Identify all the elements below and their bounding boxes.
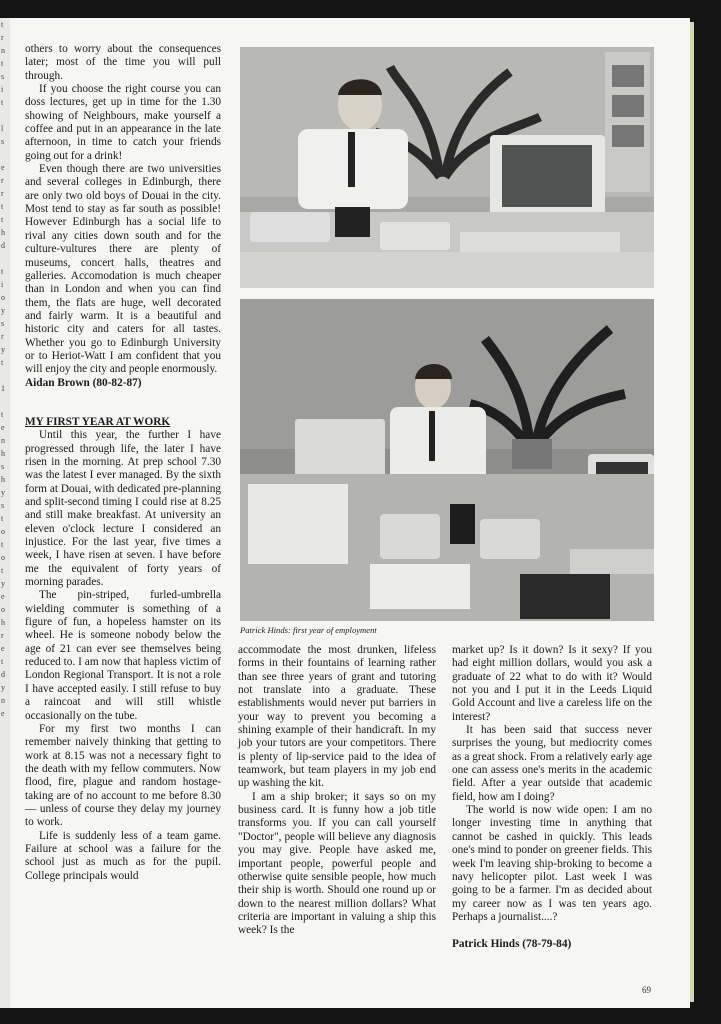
- strip-char: e: [1, 709, 5, 718]
- photo-on-phone-at-desk: [240, 47, 654, 288]
- strip-char: t: [1, 59, 4, 68]
- signature-patrick-hinds: Patrick Hinds (78-79-84): [452, 938, 572, 951]
- strip-char: t: [1, 98, 4, 107]
- column-3: [452, 644, 652, 952]
- photo-caption: Patrick Hinds: first year of employment: [240, 625, 377, 635]
- strip-char: h: [1, 475, 5, 484]
- strip-char: y: [1, 488, 5, 497]
- strip-char: e: [1, 644, 5, 653]
- article-heading: MY FIRST YEAR AT WORK: [25, 415, 171, 428]
- strip-char: [0, 252, 10, 265]
- strip-char: l: [1, 124, 4, 133]
- strip-char: h: [1, 449, 5, 458]
- strip-char: i: [1, 85, 4, 94]
- strip-char: s: [1, 137, 5, 146]
- strip-char: t: [1, 267, 4, 276]
- paragraph: Until this year, the further I have progressed through life, the later I have risen in the morning. At prep school 7.30 was the latest I ever managed. By the sixth form at Douai, with dedicated pre-planning and split-second timing I could rise at 8.25 and still make breakfast. At university an eleven o'clock lecture I considered an injustice. For the last year, five times a week, I have risen at seven. I have before me the equivalent of forty years of morning parades.: [25, 429, 221, 589]
- paragraph: The world is now wide open: I am no longer investing time in anything that cannot be cashed in quickly. This leads one's mind to ponder on greener fields. This week I'm leaving ship-broking to become a navy helicopter pilot. Last week I was going to be a farmer. I'm as decided about my career now as I was ten years ago. Perhaps a journalist....?: [452, 804, 652, 923]
- strip-char: d: [1, 241, 5, 250]
- strip-char: t: [1, 540, 4, 549]
- strip-char: r: [1, 33, 4, 42]
- strip-char: t: [1, 202, 4, 211]
- strip-char: r: [1, 176, 4, 185]
- column-1: [25, 43, 221, 883]
- photo-2-image: [240, 299, 654, 621]
- strip-char: s: [1, 462, 5, 471]
- strip-char: [0, 395, 10, 408]
- paragraph: For my first two months I can remember naively thinking that getting to work at 8.15 was not a necessary fight to the death with my fellow commuters. Now flood, fire, plague and random hostage-taking are of no account to me before 8.30 — unless of course they delay my journey to work.: [25, 722, 221, 829]
- adjacent-page-strip: [0, 18, 10, 1008]
- signature-aidan-brown: Aidan Brown (80-82-87): [25, 376, 142, 389]
- strip-char: e: [1, 423, 5, 432]
- paragraph: The pin-striped, furled-umbrella wielding commuter is something of a figure of fun, a hopeless hamster on its wheel. He is someone nobody below the age of 21 can ever see themselves being reduced to. I am now that hapless victim of London Regional Transport. It is not a role I have accepted easily. I still refuse to buy a raincoat and will still whistle occasionally on the tube.: [25, 589, 221, 722]
- strip-char: n: [1, 436, 5, 445]
- strip-char: e: [1, 592, 5, 601]
- strip-char: t: [1, 566, 4, 575]
- strip-char: 1: [1, 384, 5, 393]
- paragraph: Even though there are two universities and several colleges in Edinburgh, there are only two old boys of Douai in the city. Most tend to stay as far south as possible! However Edinburgh has a social life to rival any cities down south and for the culture-vultures there are plenty of museums, concert halls, theatres and galleries. Accomodation is much cheaper than in London and when you can find them, the flats are huge, well decorated and fairly warm. It is a beautiful and historic city and caters for all tastes. Whether you go to Edinburgh University or to Heriot-Watt I am confident that you will enjoy the city and people enormously.: [25, 163, 221, 376]
- photo-seated-at-desk: [240, 299, 654, 621]
- strip-char: y: [1, 579, 5, 588]
- strip-char: n: [1, 696, 5, 705]
- paragraph: others to worry about the consequences later; most of the time you will pull through.: [25, 43, 221, 82]
- strip-char: o: [1, 553, 5, 562]
- strip-char: o: [1, 605, 5, 614]
- strip-char: h: [1, 618, 5, 627]
- strip-char: t: [1, 514, 4, 523]
- strip-char: s: [1, 319, 5, 328]
- strip-char: t: [1, 358, 4, 367]
- strip-char: t: [1, 215, 4, 224]
- strip-char: r: [1, 189, 4, 198]
- strip-char: y: [1, 683, 5, 692]
- strip-char: e: [1, 163, 5, 172]
- strip-char: s: [1, 72, 5, 81]
- paragraph: market up? Is it down? Is it sexy? If you had eight million dollars, would you ask a graduate of 22 what to do with it? Would not you and I put it in the Leeds Liquid Gold Account and live a careless life on the interest?: [452, 644, 652, 723]
- paragraph: If you choose the right course you can doss lectures, get up in time for the 1.30 showing of Neighbours, make yourself a coffee and put in an appearance in the late afternoon, in time to catch your friends going out for a drink!: [25, 83, 221, 162]
- strip-char: h: [1, 228, 5, 237]
- strip-char: s: [1, 501, 5, 510]
- paragraph: accommodate the most drunken, lifeless forms in their fountains of learning rather than see three years of grant and tutoring not translate into a graduate. These establishments would never put barriers in your way to prevent you becoming a shining example of their handicraft. In my job your tutors are your competitors. There is plenty of lip-service paid to the idea of teamwork, but team players in my job end up washing the kit.: [238, 644, 436, 790]
- paragraph: Life is suddenly less of a team game. Failure at school was a failure for the school just as much as for the pupil. College principals would: [25, 829, 221, 882]
- strip-char: d: [1, 670, 5, 679]
- strip-char: y: [1, 345, 5, 354]
- photo-1-image: [240, 47, 654, 288]
- page-number: 69: [642, 985, 651, 995]
- strip-char: n: [1, 46, 5, 55]
- strip-char: [0, 109, 10, 122]
- paragraph: I am a ship broker; it says so on my business card. It is funny how a job title transforms you. If you can call yourself "Doctor", people will believe any diagnosis you may give. People have asked me, important people, powerful people and otherwise quite sensible people, how much their ship is worth. Should one round up or down to the nearest million dollars? What criteria are important in valuing a ship this week? Is the: [238, 790, 436, 937]
- strip-char: [0, 148, 10, 161]
- strip-char: o: [1, 293, 5, 302]
- column-2: [238, 644, 436, 938]
- paragraph: It has been said that success never surprises the young, but mediocrity comes as a great shock. From a relatively early age one can assess one's merits in the academic field. After a year outside that academic field, how am I doing?: [452, 724, 652, 803]
- strip-char: [0, 369, 10, 382]
- strip-char: t: [1, 657, 4, 666]
- strip-char: i: [1, 280, 4, 289]
- strip-char: r: [1, 631, 4, 640]
- strip-char: t: [1, 20, 4, 29]
- strip-char: o: [1, 527, 5, 536]
- page-edge: [690, 22, 694, 1002]
- strip-char: r: [1, 332, 4, 341]
- strip-char: y: [1, 306, 5, 315]
- strip-char: t: [1, 410, 4, 419]
